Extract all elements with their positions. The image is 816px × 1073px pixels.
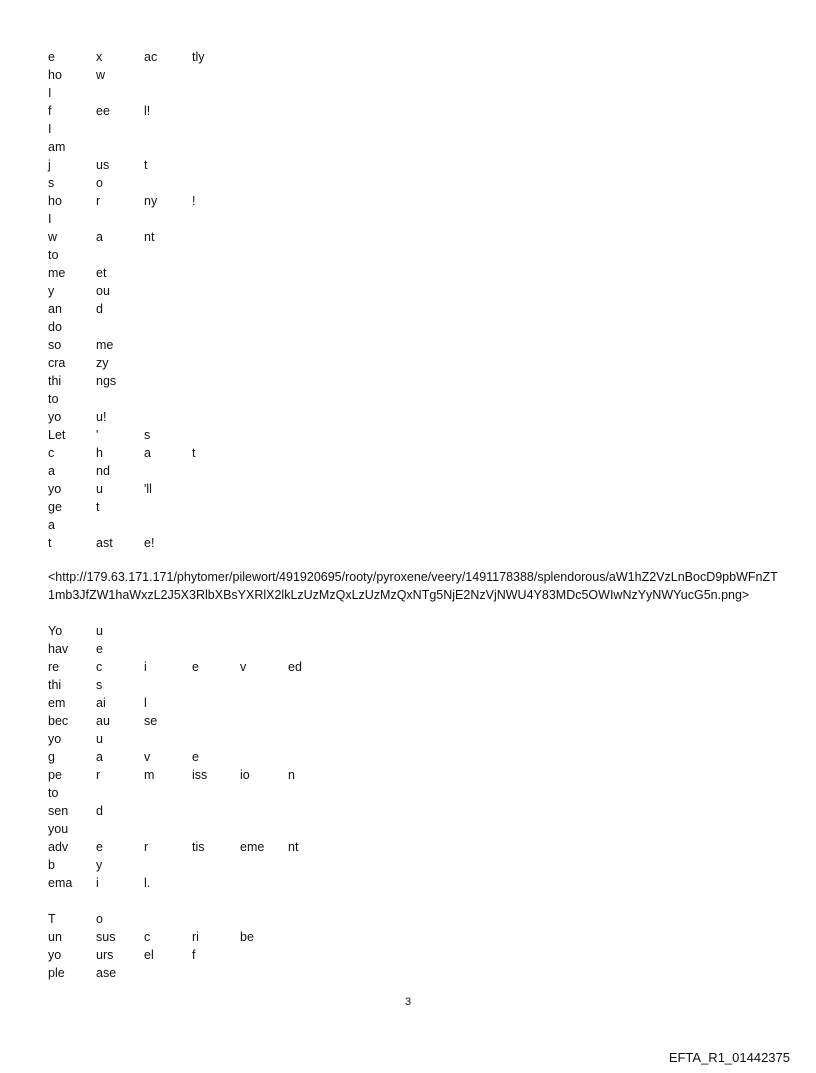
- text-row: [48, 84, 788, 102]
- text-fragment: ed: [288, 660, 302, 674]
- text-row: [48, 748, 788, 766]
- text-row: [48, 228, 788, 246]
- text-fragment: r: [144, 840, 149, 854]
- text-fragment: I: [48, 122, 52, 136]
- text-fragment: i: [96, 876, 99, 890]
- text-row: [48, 516, 788, 534]
- text-fragment: e: [96, 642, 103, 656]
- text-row: [48, 138, 788, 156]
- text-fragment: a: [48, 518, 55, 532]
- text-fragment: a: [48, 464, 55, 478]
- text-row: [48, 964, 788, 982]
- text-fragment: I: [48, 212, 52, 226]
- text-fragment: be: [240, 930, 254, 944]
- text-fragment: adv: [48, 840, 69, 854]
- image-link-url: <http://179.63.171.171/phytomer/pilewort/491920695/rooty/pyroxene/veery/1491178388/splendorous/aW1hZ2VzLnBocD9pbWFnZT1mb3JfZW1haWxzL2J5X3RlbXBsYXRlX2lkLzUzMzQxLzUzMzQxNTg5NjE2NzVjNWU4Y83MDc5OWIwNzYyNWYucG5n.png>: [48, 570, 778, 602]
- text-row: [48, 694, 788, 712]
- text-fragment: so: [48, 338, 62, 352]
- text-fragment: u: [96, 732, 103, 746]
- text-fragment: ase: [96, 966, 117, 980]
- text-fragment: Yo: [48, 624, 63, 638]
- text-row: [48, 354, 788, 372]
- text-fragment: Let: [48, 428, 66, 442]
- text-fragment: s: [144, 428, 151, 442]
- text-fragment: v: [144, 750, 151, 764]
- text-fragment: ema: [48, 876, 73, 890]
- text-fragment: l!: [144, 104, 151, 118]
- text-fragment: el: [144, 948, 154, 962]
- text-fragment: yo: [48, 732, 62, 746]
- text-row: [48, 192, 788, 210]
- text-row: [48, 426, 788, 444]
- text-row: [48, 120, 788, 138]
- text-fragment: ny: [144, 194, 158, 208]
- text-row: [48, 372, 788, 390]
- text-row: [48, 264, 788, 282]
- text-fragment: u!: [96, 410, 107, 424]
- text-fragment: ho: [48, 194, 62, 208]
- text-fragment: ho: [48, 68, 62, 82]
- document-id: EFTA_R1_01442375: [668, 1050, 790, 1065]
- text-fragment: j: [48, 158, 51, 172]
- text-fragment: ac: [144, 50, 158, 64]
- text-row: [48, 712, 788, 730]
- text-row: [48, 48, 788, 66]
- text-fragment: un: [48, 930, 62, 944]
- text-fragment: t: [48, 536, 52, 550]
- text-fragment: eme: [240, 840, 265, 854]
- text-fragment: se: [144, 714, 158, 728]
- text-row: [48, 174, 788, 192]
- text-row: [48, 282, 788, 300]
- text-fragment: t: [96, 500, 100, 514]
- text-fragment: w: [48, 230, 58, 244]
- text-fragment: tly: [192, 50, 205, 64]
- text-fragment: r: [96, 768, 101, 782]
- text-row: [48, 676, 788, 694]
- text-row: [48, 210, 788, 228]
- text-fragment: t: [144, 158, 148, 172]
- text-fragment: s: [48, 176, 55, 190]
- text-fragment: et: [96, 266, 107, 280]
- text-fragment: y: [48, 284, 55, 298]
- text-fragment: au: [96, 714, 110, 728]
- text-fragment: bec: [48, 714, 69, 728]
- text-row: [48, 838, 788, 856]
- text-fragment: nd: [96, 464, 110, 478]
- text-row: [48, 444, 788, 462]
- text-fragment: d: [96, 302, 103, 316]
- text-fragment: u: [96, 624, 103, 638]
- text-row: [48, 102, 788, 120]
- text-row: [48, 318, 788, 336]
- text-fragment: a: [96, 750, 103, 764]
- text-fragment: f: [48, 104, 52, 118]
- text-row: [48, 910, 788, 928]
- text-fragment: ge: [48, 500, 62, 514]
- text-fragment: t: [192, 446, 196, 460]
- text-fragment: 'll: [144, 482, 152, 496]
- text-row: [48, 784, 788, 802]
- text-fragment: !: [192, 194, 196, 208]
- text-row: [48, 156, 788, 174]
- text-fragment: c: [144, 930, 151, 944]
- text-fragment: do: [48, 320, 62, 334]
- text-fragment: iss: [192, 768, 208, 782]
- text-fragment: f: [192, 948, 196, 962]
- text-row: [48, 856, 788, 874]
- text-fragment: ple: [48, 966, 65, 980]
- text-fragment: to: [48, 248, 59, 262]
- footer-notice-block: [48, 622, 788, 982]
- text-fragment: ': [96, 428, 99, 442]
- text-row: [48, 946, 788, 964]
- text-row: [48, 300, 788, 318]
- text-fragment: h: [96, 446, 103, 460]
- text-fragment: u: [96, 482, 103, 496]
- text-row: [48, 928, 788, 946]
- text-fragment: thi: [48, 374, 62, 388]
- text-row: [48, 534, 788, 552]
- text-row: [48, 390, 788, 408]
- text-fragment: e: [96, 840, 103, 854]
- text-fragment: me: [96, 338, 114, 352]
- text-fragment: ee: [96, 104, 110, 118]
- text-fragment: b: [48, 858, 55, 872]
- text-row: [48, 408, 788, 426]
- text-fragment: e: [48, 50, 55, 64]
- text-fragment: e: [192, 750, 199, 764]
- text-fragment: n: [288, 768, 295, 782]
- text-fragment: urs: [96, 948, 114, 962]
- text-row: [48, 874, 788, 892]
- text-fragment: tis: [192, 840, 205, 854]
- text-row: [48, 462, 788, 480]
- text-fragment: sus: [96, 930, 116, 944]
- text-fragment: io: [240, 768, 250, 782]
- text-fragment: us: [96, 158, 110, 172]
- text-row: [48, 498, 788, 516]
- text-fragment: c: [48, 446, 55, 460]
- text-fragment: s: [96, 678, 103, 692]
- text-fragment: ri: [192, 930, 199, 944]
- text-row: [48, 66, 788, 84]
- text-fragment: nt: [144, 230, 155, 244]
- text-row: [48, 802, 788, 820]
- text-row: [48, 766, 788, 784]
- page-number: 3: [404, 996, 412, 1008]
- text-fragment: em: [48, 696, 66, 710]
- text-row: [48, 658, 788, 676]
- text-fragment: yo: [48, 948, 62, 962]
- text-row: [48, 246, 788, 264]
- text-fragment: c: [96, 660, 103, 674]
- text-fragment: a: [96, 230, 103, 244]
- text-fragment: yo: [48, 482, 62, 496]
- text-row: [48, 640, 788, 658]
- text-fragment: a: [144, 446, 151, 460]
- text-row: [48, 480, 788, 498]
- text-fragment: T: [48, 912, 56, 926]
- text-fragment: zy: [96, 356, 109, 370]
- text-fragment: hav: [48, 642, 69, 656]
- text-fragment: ast: [96, 536, 113, 550]
- text-fragment: e: [192, 660, 199, 674]
- text-fragment: am: [48, 140, 66, 154]
- text-fragment: l: [144, 696, 147, 710]
- text-fragment: yo: [48, 410, 62, 424]
- text-fragment: me: [48, 266, 66, 280]
- text-fragment: g: [48, 750, 55, 764]
- text-fragment: r: [96, 194, 101, 208]
- text-fragment: ai: [96, 696, 106, 710]
- text-row: [48, 622, 788, 640]
- text-fragment: thi: [48, 678, 62, 692]
- text-fragment: w: [96, 68, 106, 82]
- text-fragment: nt: [288, 840, 299, 854]
- text-fragment: re: [48, 660, 60, 674]
- message-fragment-block: [48, 48, 788, 552]
- text-fragment: y: [96, 858, 103, 872]
- text-fragment: ou: [96, 284, 110, 298]
- text-fragment: you: [48, 822, 69, 836]
- text-row: [48, 730, 788, 748]
- text-fragment: i: [144, 660, 147, 674]
- text-fragment: cra: [48, 356, 66, 370]
- text-row: [48, 336, 788, 354]
- text-row: [48, 820, 788, 838]
- text-fragment: x: [96, 50, 103, 64]
- text-fragment: I: [48, 86, 52, 100]
- text-fragment: e!: [144, 536, 155, 550]
- text-fragment: pe: [48, 768, 62, 782]
- text-fragment: o: [96, 176, 103, 190]
- text-fragment: d: [96, 804, 103, 818]
- text-fragment: ngs: [96, 374, 117, 388]
- text-fragment: to: [48, 392, 59, 406]
- text-fragment: v: [240, 660, 247, 674]
- text-fragment: sen: [48, 804, 69, 818]
- text-fragment: to: [48, 786, 59, 800]
- text-fragment: an: [48, 302, 62, 316]
- text-row: [48, 892, 788, 910]
- text-fragment: m: [144, 768, 155, 782]
- text-fragment: l.: [144, 876, 151, 890]
- text-fragment: o: [96, 912, 103, 926]
